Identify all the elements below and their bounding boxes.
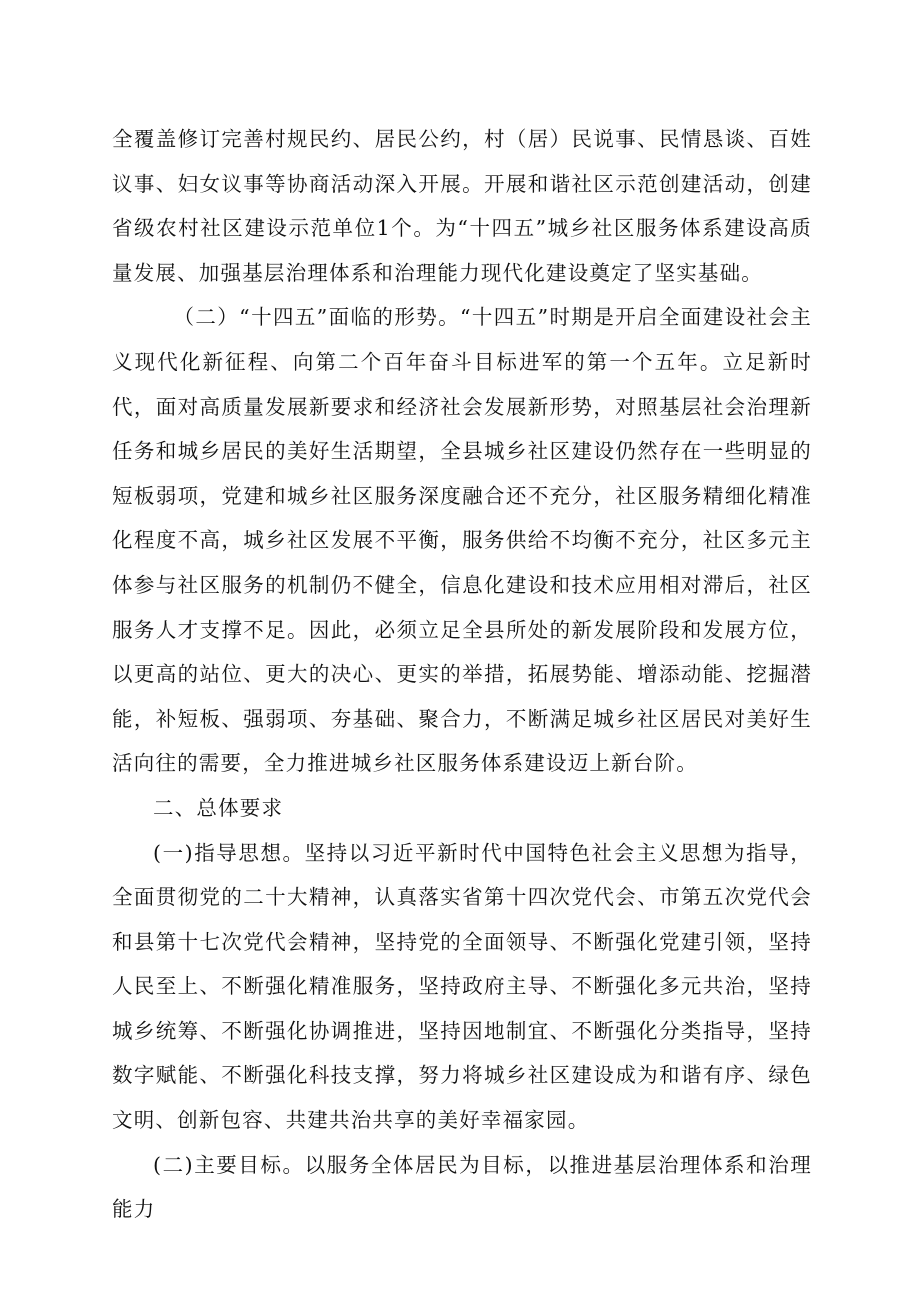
document-body <box>112 117 812 1232</box>
paragraph-continuation: 全覆盖修订完善村规民约、居民公约，村（居）民说事、民情恳谈、百姓议事、妇女议事等协商活动深入开展。开展和谐社区示范创建活动，创建省级农村社区建设示范单位1个。为“十四五”城乡社区服务体系建设高质量发展、加强基层治理体系和治理能力现代化建设奠定了坚实基础。 <box>112 127 812 285</box>
paragraph-guiding-ideology: (一)指导思想。坚持以习近平新时代中国特色社会主义思想为指导，全面贯彻党的二十大精神，认真落实省第十四次党代会、市第五次党代会和县第十七次党代会精神，坚持党的全面领导、不断强化党建引领，坚持人民至上、不断强化精准服务，坚持政府主导、不断强化多元共治，坚持城乡统筹、不断强化协调推进，坚持因地制宜、不断强化分类指导，坚持数字赋能、不断强化科技支撑，努力将城乡社区建设成为和谐有序、绿色文明、创新包容、共建共治共享的美好幸福家园。 <box>112 840 812 1133</box>
paragraph-main-goals: (二)主要目标。以服务全体居民为目标，以推进基层治理体系和治理能力 <box>112 1152 812 1222</box>
paragraph-situation: （二）“十四五”面临的形势。“十四五”时期是开启全面建设社会主义现代化新征程、向第二个百年奋斗目标进军的第一个五年。立足新时代，面对高质量发展新要求和经济社会发展新形势，对照基层社会治理新任务和城乡居民的美好生活期望，全县城乡社区建设仍然存在一些明显的短板弱项，党建和城乡社区服务深度融合还不充分，社区服务精细化精准化程度不高，城乡社区发展不平衡，服务供给不均衡不充分，社区多元主体参与社区服务的机制仍不健全，信息化建设和技术应用相对滞后，社区服务人才支撑不足。因此，必须立足全县所处的新发展阶段和发展方位，以更高的站位、更大的决心、更实的举措，拓展势能、增添动能、挖掘潜能，补短板、强弱项、夯基础、聚合力，不断满足城乡社区居民对美好生活向往的需要，全力推进城乡社区服务体系建设迈上新台阶。 <box>112 305 812 776</box>
section-heading-overall-requirements: 二、总体要求 <box>153 795 284 820</box>
